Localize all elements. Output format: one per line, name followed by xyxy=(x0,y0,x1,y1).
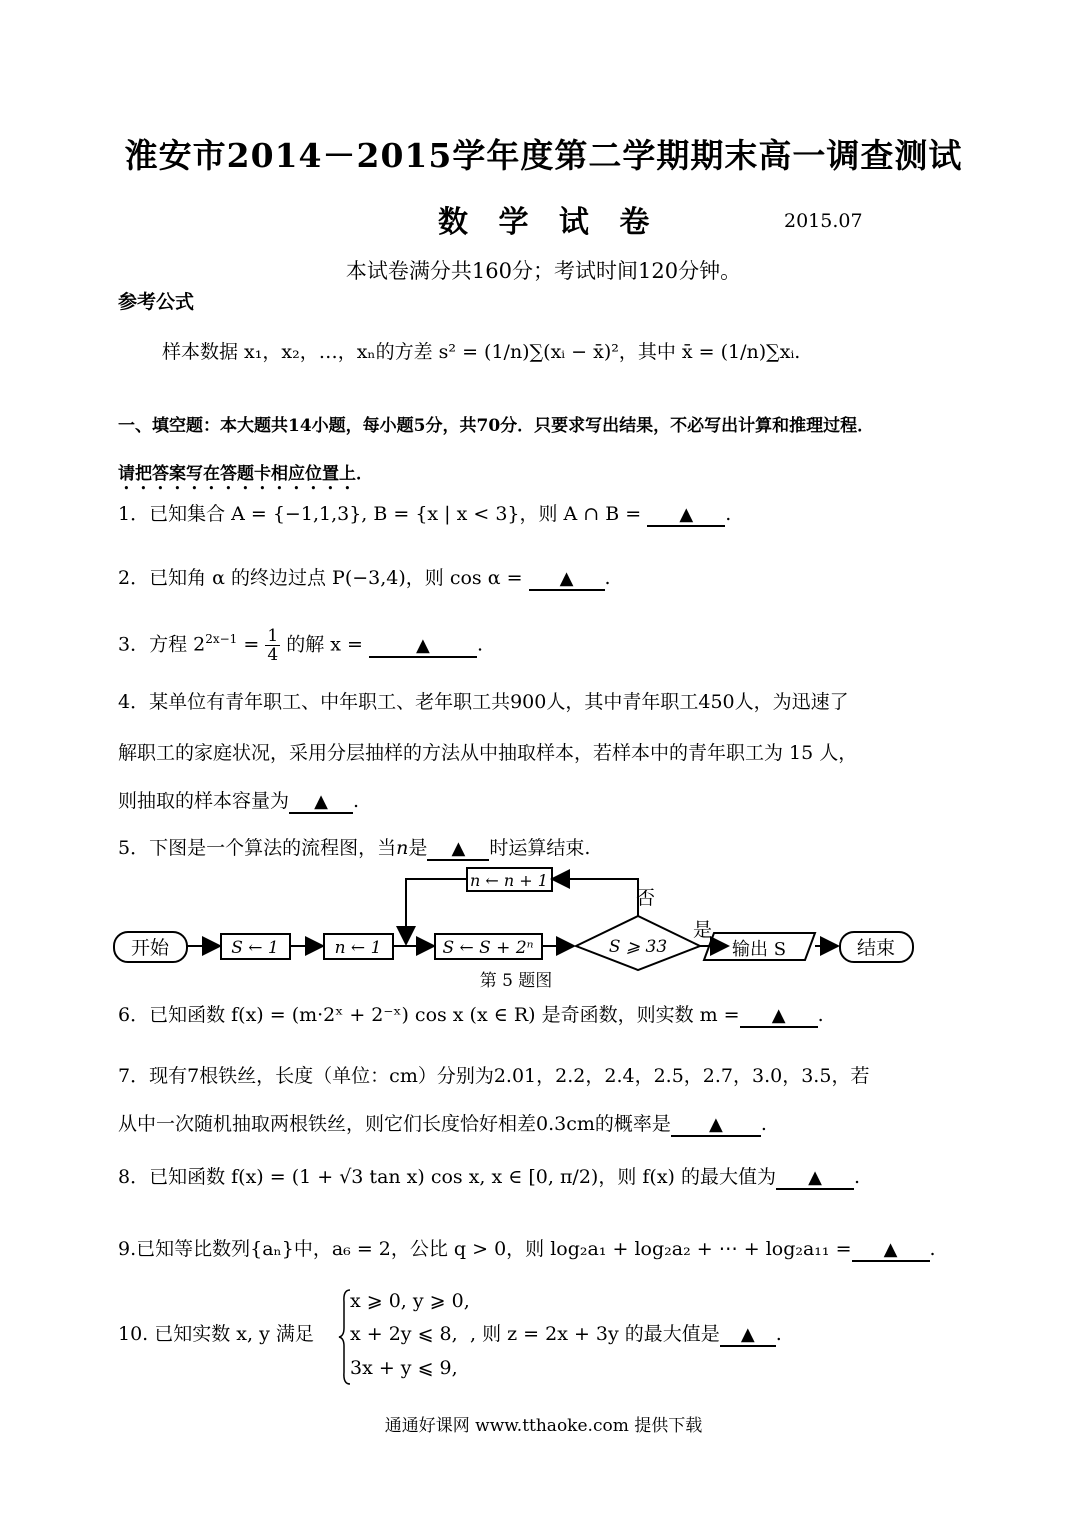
question-8: 8．已知函数 f(x) = (1 + √3 tan x) cos x, x ∈ [0, π/2)，则 f(x) 的最大值为 ▲ . xyxy=(118,1166,861,1188)
section-instructions-emphasis: 请把答案写在答题卡相应位置上． xyxy=(118,464,373,484)
flow-output-label: 输出 S xyxy=(731,939,787,960)
question-3-text-end: 的解 x = xyxy=(286,633,363,656)
flow-update-s-label: S ← S + 2ⁿ xyxy=(442,938,534,958)
question-4-line-2: 解职工的家庭状况，采用分层抽样的方法从中抽取样本，若样本中的青年职工为 15 人， xyxy=(118,742,858,764)
question-3: 3．方程 $2^{2x-1}$ = $\frac{1}{4}$ 的解 x = ▲ . xyxy=(118,626,483,665)
exam-date: 2015.07 xyxy=(784,210,863,232)
question-4-line-3: 则抽取的样本容量为 ▲ . xyxy=(118,790,360,812)
answer-blank-5[interactable]: ▲ xyxy=(427,839,489,861)
answer-blank-8[interactable]: ▲ xyxy=(776,1168,854,1190)
footer-credit: 通通好课网 www.tthaoke.com 提供下载 xyxy=(384,1416,703,1436)
question-3-text: 3．方程 2 xyxy=(118,633,206,656)
flow-no-label: 否 xyxy=(636,887,656,909)
answer-blank-6[interactable]: ▲ xyxy=(740,1006,818,1028)
answer-blank-2[interactable]: ▲ xyxy=(529,569,605,591)
variance-formula: 样本数据 x₁，x₂，…，xₙ的方差 s² = (1/n)∑(xᵢ − x̄)²，其中 x̄ = (1/n)∑xᵢ. xyxy=(162,341,801,363)
question-10-end: , 则 z = 2x + 3y 的最大值是 ▲ . xyxy=(470,1323,782,1345)
flow-update-n-label: n ← n + 1 xyxy=(470,871,548,890)
question-5: 5．下图是一个算法的流程图，当n是 ▲ 时运算结束. xyxy=(118,837,591,859)
flow-start-label: 开始 xyxy=(130,937,170,959)
question-9: 9.已知等比数列{aₙ}中，a₆ = 2，公比 q > 0，则 log₂a₁ + log₂a₂ + ⋯ + log₂a₁₁ = ▲ . xyxy=(118,1238,936,1260)
question-1-text: 1．已知集合 A = {−1,1,3}, B = {x | x < 3}，则 A ∩ B = xyxy=(118,503,642,525)
flow-yes-label: 是 xyxy=(693,919,713,941)
flow-end-label: 结束 xyxy=(856,937,896,959)
answer-blank-3[interactable]: ▲ xyxy=(369,636,477,658)
constraint-2: x + 2y ⩽ 8, xyxy=(350,1323,458,1345)
fraction-one-quarter: $\frac{1}{4}$ xyxy=(267,626,279,665)
question-7-line-2: 从中一次随机抽取两根铁丝，则它们长度恰好相差0.3cm的概率是 ▲ . xyxy=(118,1113,767,1135)
question-3-exponent: 2x−1 xyxy=(205,632,238,647)
section-instructions: 一、填空题：本大题共14小题，每小题5分，共70分．只要求写出结果，不必写出计算和推理过程． xyxy=(118,416,875,436)
question-2-text: 2．已知角 α 的终边过点 P(−3,4)，则 cos α = xyxy=(118,567,523,589)
constraint-1: x ⩾ 0, y ⩾ 0, xyxy=(350,1290,470,1312)
flow-n-init-label: n ← 1 xyxy=(334,938,382,958)
flowchart-caption: 第 5 题图 xyxy=(479,971,553,991)
flow-condition-label: S ⩾ 33 xyxy=(608,937,668,957)
exam-info: 本试卷满分共160分；考试时间120分钟。 xyxy=(345,259,742,283)
question-4-line-1: 4．某单位有青年职工、中年职工、老年职工共900人，其中青年职工450人，为迅速了 xyxy=(118,691,849,713)
answer-blank-1[interactable]: ▲ xyxy=(647,505,725,527)
reference-heading: 参考公式 xyxy=(118,291,195,313)
question-6: 6．已知函数 f(x) = (m·2ˣ + 2⁻ˣ) cos x (x ∈ R) 是奇函数，则实数 m = ▲ . xyxy=(118,1004,824,1026)
constraint-3: 3x + y ⩽ 9, xyxy=(350,1357,458,1379)
question-2: 2．已知角 α 的终边过点 P(−3,4)，则 cos α = ▲ . xyxy=(118,567,611,589)
exam-subtitle: 数 学 试 卷 xyxy=(438,205,660,240)
question-7-line-1: 7．现有7根铁丝，长度（单位：cm）分别为2.01，2.2，2.4，2.5，2.7，3.0，3.5，若 xyxy=(118,1065,870,1087)
answer-blank-10[interactable]: ▲ xyxy=(720,1325,776,1347)
algorithm-flowchart xyxy=(100,862,930,998)
question-1: 1．已知集合 A = {−1,1,3}, B = {x | x < 3}，则 A ∩ B = ▲ . xyxy=(118,503,732,525)
question-10: 10. 已知实数 x, y 满足 xyxy=(118,1323,314,1345)
answer-blank-7[interactable]: ▲ xyxy=(671,1115,761,1137)
question-3-equals: = xyxy=(237,633,266,656)
flow-s-init-label: S ← 1 xyxy=(231,938,279,958)
exam-title: 淮安市2014－2015学年度第二学期期末高一调查测试 xyxy=(124,136,963,175)
answer-blank-9[interactable]: ▲ xyxy=(852,1240,930,1262)
answer-blank-4[interactable]: ▲ xyxy=(289,792,353,814)
